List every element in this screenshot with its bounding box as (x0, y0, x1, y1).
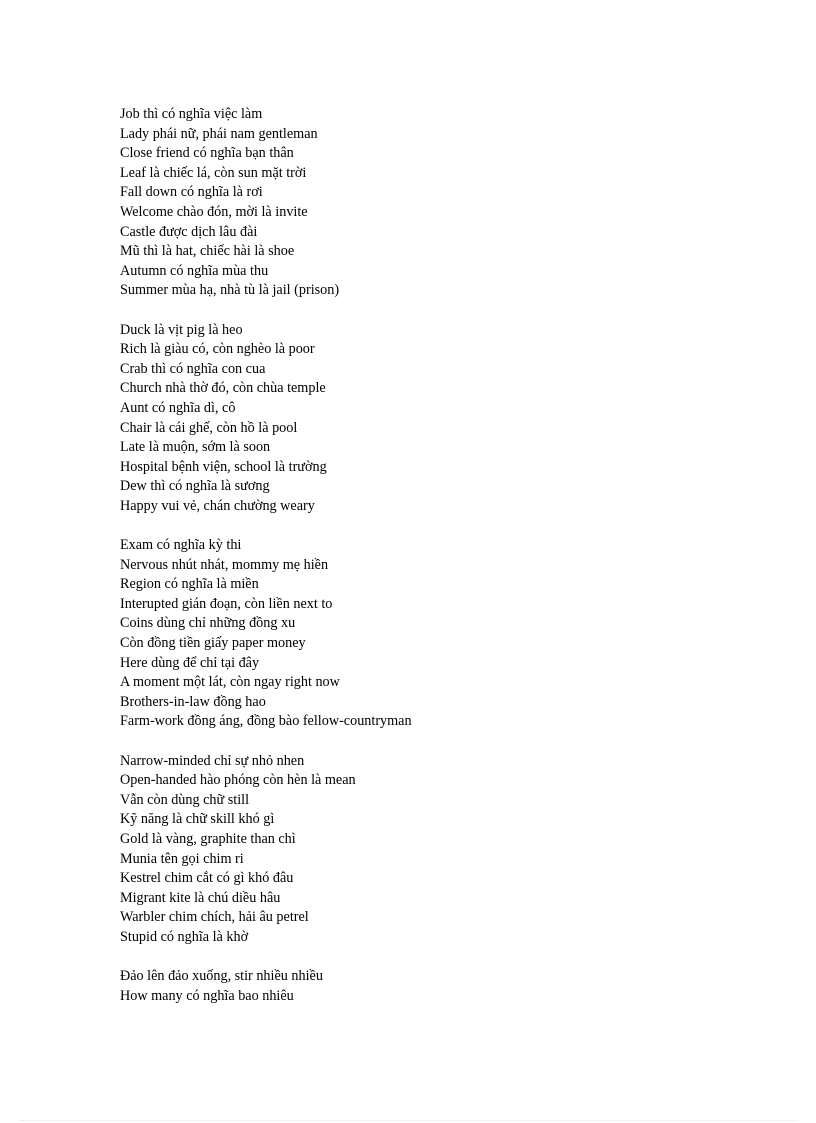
poem-line: Kỹ năng là chữ skill khó gì (120, 811, 275, 828)
poem-line: A moment một lát, còn ngay right now (120, 674, 340, 691)
poem-line: Hospital bệnh viện, school là trường (120, 458, 327, 475)
poem-line: Vẫn còn dùng chữ still (120, 791, 250, 808)
poem-line: Narrow-minded chỉ sự nhỏ nhen (120, 752, 305, 769)
poem-line: Region có nghĩa là miền (120, 576, 259, 593)
poem-line: Late là muộn, sớm là soon (120, 439, 271, 456)
poem-line: Happy vui vẻ, chán chường weary (120, 497, 315, 514)
poem-line: Coins dùng chỉ những đồng xu (120, 615, 296, 632)
poem-line: Open-handed hào phóng còn hèn là mean (120, 772, 356, 789)
stanza-4 (120, 752, 720, 948)
poem-line: Here dùng để chỉ tại đây (120, 654, 260, 671)
poem-line: Job thì có nghĩa việc làm (120, 106, 263, 122)
poem-line: Interupted gián đoạn, còn liền next to (120, 595, 333, 612)
poem-line: Rich là giàu có, còn nghèo là poor (120, 341, 315, 358)
poem-line: Aunt có nghĩa dì, cô (120, 399, 236, 416)
poem-line: Leaf là chiếc lá, còn sun mặt trời (120, 164, 307, 181)
page-bottom-divider (20, 1120, 796, 1121)
poem-line: Đảo lên đảo xuống, stir nhiều nhiều (120, 968, 323, 985)
poem-line: Munia tên gọi chim ri (120, 850, 244, 867)
poem-line: How many có nghĩa bao nhiêu (120, 987, 294, 1004)
poem-line: Stupid có nghĩa là khờ (120, 928, 249, 945)
poem-line: Migrant kite là chú diều hâu (120, 889, 281, 906)
stanza-1 (120, 105, 720, 301)
poem-line: Chair là cái ghế, còn hồ là pool (120, 419, 298, 436)
poem-line: Crab thì có nghĩa con cua (120, 360, 266, 377)
stanza-2 (120, 321, 720, 517)
poem-line: Farm-work đồng áng, đồng bào fellow-countryman (120, 713, 412, 730)
poem-line: Summer mùa hạ, nhà tù là jail (prison) (120, 282, 340, 299)
stanza-5 (120, 967, 720, 1006)
poem-line: Castle được dịch lâu đài (120, 223, 258, 240)
poem-line: Close friend có nghĩa bạn thân (120, 145, 294, 162)
poem-line: Church nhà thờ đó, còn chùa temple (120, 380, 326, 397)
poem-line: Warbler chim chích, hải âu petrel (120, 909, 309, 926)
poem-line: Gold là vàng, graphite than chì (120, 830, 296, 847)
poem-line: Exam có nghĩa kỳ thi (120, 537, 242, 554)
poem-body (120, 105, 720, 1026)
poem-line: Kestrel chim cắt có gì khó đâu (120, 870, 294, 887)
poem-line: Brothers-in-law đồng hao (120, 693, 266, 710)
poem-line: Duck là vịt pig là heo (120, 321, 243, 338)
stanza-3 (120, 536, 720, 732)
poem-line: Fall down có nghĩa là rơi (120, 184, 263, 201)
poem-line: Dew thì có nghĩa là sương (120, 478, 270, 495)
poem-line: Còn đồng tiền giấy paper money (120, 635, 306, 652)
poem-line: Mũ thì là hat, chiếc hài là shoe (120, 243, 295, 260)
poem-line: Lady phái nữ, phái nam gentleman (120, 125, 318, 142)
poem-line: Nervous nhút nhát, mommy mẹ hiền (120, 556, 329, 573)
poem-line: Autumn có nghĩa mùa thu (120, 262, 269, 279)
poem-line: Welcome chào đón, mời là invite (120, 203, 308, 220)
